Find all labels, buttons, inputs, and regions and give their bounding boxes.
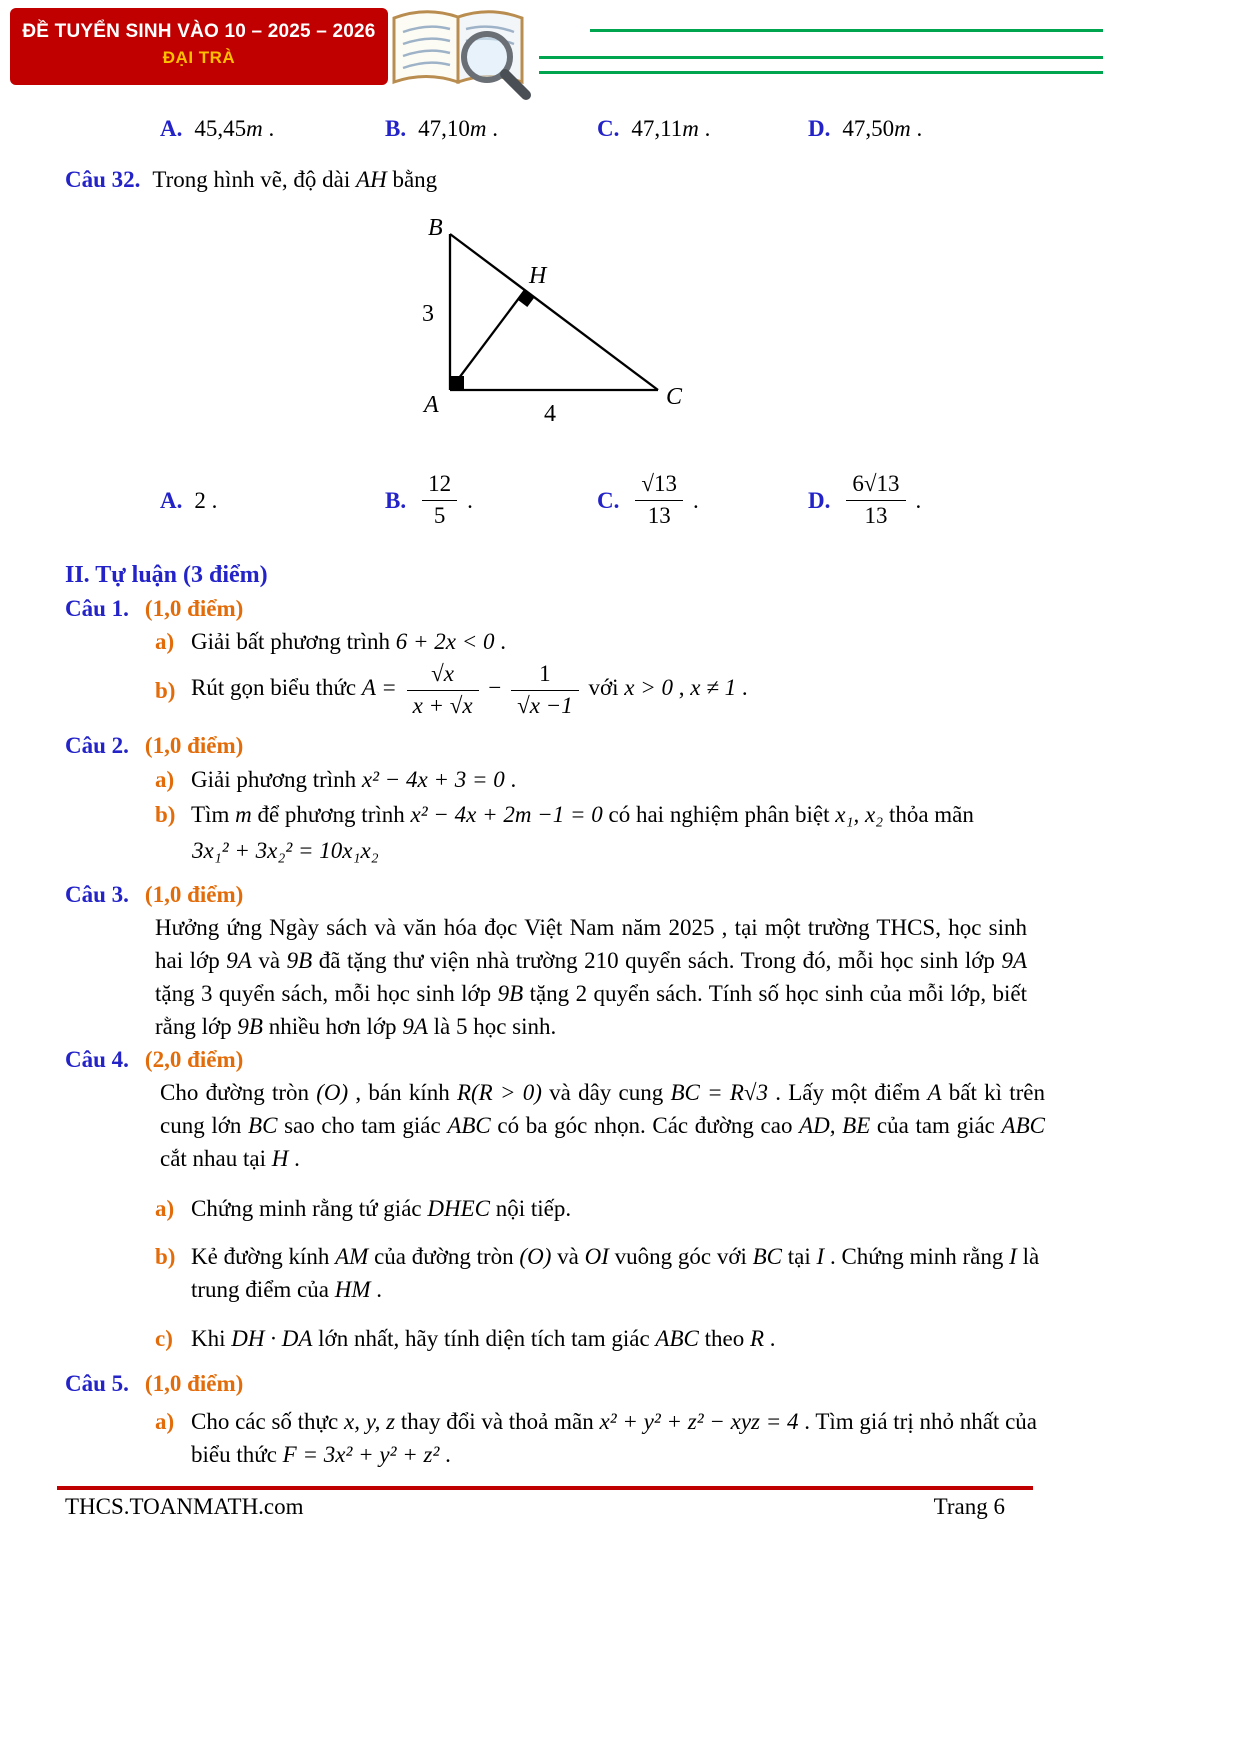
math-run: ABC xyxy=(655,1326,699,1351)
question-number: Câu 32. xyxy=(65,167,141,192)
answer-option-a xyxy=(160,484,385,517)
altitude-ah xyxy=(450,290,525,390)
math-run: x > 0 xyxy=(624,675,674,701)
text-run: bất kì trên cung lớn xyxy=(160,1080,1045,1138)
cau-4a xyxy=(65,1192,1043,1225)
text-run: . xyxy=(504,767,517,792)
math-run: DHEC xyxy=(427,1196,490,1221)
math-run: I xyxy=(1009,1244,1017,1269)
math-run: x, y, z xyxy=(343,1409,396,1434)
text-run: tặng 3 quyển sách, mỗi học sinh lớp xyxy=(155,981,498,1006)
text-run: . Tìm giá trị nhỏ nhất của biểu thức xyxy=(191,1409,1037,1467)
cau-4c xyxy=(65,1322,1043,1355)
math-run: HM xyxy=(334,1277,371,1302)
option-label: B. xyxy=(385,487,407,513)
footer-page-number: Trang 6 xyxy=(933,1494,1005,1519)
text-run: và xyxy=(551,1244,585,1269)
option-value xyxy=(418,112,498,145)
item-a-text xyxy=(191,625,1043,658)
math-run: x² − 4x + 3 = 0 xyxy=(361,767,505,792)
math-run: m xyxy=(235,802,252,827)
option-number: 47,10 xyxy=(418,116,470,141)
cau-1-number: Câu 1. xyxy=(65,596,129,621)
cau-4b xyxy=(65,1240,1043,1306)
cau-2b xyxy=(65,798,1043,831)
item-b-label: b) xyxy=(155,677,176,703)
text-run: Hưởng ứng Ngày sách và văn hóa đọc Việt Nam năm 2025 , tại một trường THCS, học sinh hai lớp xyxy=(155,915,1027,973)
vertex-b-label: B xyxy=(428,215,443,241)
answer-option-d xyxy=(808,112,922,145)
footer xyxy=(65,1494,1005,1520)
unit: m xyxy=(894,116,911,141)
math-run: A = xyxy=(361,675,397,701)
math-run: H xyxy=(271,1146,289,1171)
text-run: Giải bất phương trình xyxy=(191,629,396,654)
fraction-denominator: x + √x xyxy=(412,692,473,718)
math-run: A xyxy=(927,1080,942,1105)
option-label: C. xyxy=(597,487,620,513)
cau-1b xyxy=(65,658,1043,722)
option-period: . xyxy=(915,487,922,513)
side-ac-length: 4 xyxy=(544,401,556,427)
text-run: nhiều hơn lớp xyxy=(262,1014,403,1039)
text-run: với xyxy=(588,675,619,701)
point-h-label: H xyxy=(529,263,547,289)
cau-3-points: (1,0 điểm) xyxy=(144,882,244,907)
fraction-numerator: 6√13 xyxy=(846,471,905,500)
fraction-numerator: 1 xyxy=(511,661,579,690)
fraction xyxy=(635,471,683,529)
right-angle-mark-h xyxy=(518,290,535,307)
math-run: AM xyxy=(335,1244,369,1269)
text-run: thỏa mãn xyxy=(883,802,974,827)
cau-2-points: (1,0 điểm) xyxy=(144,733,244,758)
fraction-denominator: 5 xyxy=(433,502,446,528)
fraction xyxy=(846,471,905,529)
text-run: của đường tròn xyxy=(368,1244,520,1269)
cau-3-number: Câu 3. xyxy=(65,882,129,907)
text-run: tại xyxy=(782,1244,817,1269)
fraction-denominator: 13 xyxy=(647,502,671,528)
item-a-label: a) xyxy=(155,1409,175,1434)
text-run: sao cho tam giác xyxy=(277,1113,448,1138)
answer-option-c xyxy=(597,471,808,529)
cau-3-problem-text xyxy=(155,911,1027,1043)
text-run: của tam giác xyxy=(870,1113,1002,1138)
option-period: . xyxy=(262,116,275,141)
side-ab-length: 3 xyxy=(422,301,434,327)
cau-4-problem-text xyxy=(160,1076,1045,1175)
math-run: I xyxy=(816,1244,825,1269)
exam-content xyxy=(65,0,1043,1471)
text-run: nội tiếp. xyxy=(490,1196,572,1221)
option-label: D. xyxy=(808,116,831,141)
item-b-label: b) xyxy=(155,1244,176,1269)
math-run: R xyxy=(749,1326,765,1351)
item-b-text xyxy=(191,798,1043,831)
fraction-numerator: √x xyxy=(407,661,479,690)
text-run: Giải phương trình xyxy=(191,767,362,792)
question-31-answers xyxy=(65,112,1043,145)
text-run: . xyxy=(439,1442,451,1467)
text-run: Cho các số thực xyxy=(191,1409,344,1434)
item-a-text xyxy=(191,1405,1043,1471)
math-run: ABC xyxy=(447,1113,491,1138)
item-b-label: b) xyxy=(155,802,176,827)
cau-3-header xyxy=(65,878,1043,911)
cau-1-header xyxy=(65,592,1043,625)
math-run: x² + y² + z² − xyz = 4 xyxy=(599,1409,799,1434)
math-run: 9A xyxy=(402,1014,428,1039)
text-run: theo xyxy=(698,1326,750,1351)
text-run: . xyxy=(494,629,507,654)
math-run: BC xyxy=(752,1244,783,1269)
option-value xyxy=(842,112,922,145)
unit: m xyxy=(246,116,263,141)
answer-option-b xyxy=(385,471,597,529)
option-period: . xyxy=(910,116,923,141)
math-run: F = 3x² + y² + z² xyxy=(282,1442,440,1467)
banner-title: ĐỀ TUYỂN SINH VÀO 10 – 2025 – 2026 xyxy=(22,21,376,42)
minus-operator: − xyxy=(488,675,502,701)
cau-4-points: (2,0 điểm) xyxy=(144,1047,244,1072)
math-run: 6 + 2x < 0 xyxy=(395,629,495,654)
math-run: ABC xyxy=(1001,1113,1045,1138)
text-run: Kẻ đường kính xyxy=(191,1244,336,1269)
cau-5a xyxy=(65,1405,1043,1471)
footer-site: THCS.TOANMATH.com xyxy=(65,1494,304,1519)
text-run: Rút gọn biểu thức xyxy=(191,675,357,701)
fraction-numerator: 12 xyxy=(422,471,457,500)
math-run: x² − 4x + 2m −1 = 0 xyxy=(410,802,603,827)
text-run: là 5 học sinh. xyxy=(427,1014,557,1039)
triangle-edges xyxy=(450,234,658,390)
right-angle-mark-a xyxy=(450,376,464,390)
text-run: . Lấy một điểm xyxy=(768,1080,928,1105)
option-label: D. xyxy=(808,487,831,513)
fraction-numerator: √13 xyxy=(635,471,683,500)
text-run: tặng 2 quyển sách. Tính số học sinh của mỗi lớp, biết rằng lớp xyxy=(155,981,1028,1039)
math-run: 9B xyxy=(286,948,313,973)
option-period: . xyxy=(693,487,699,513)
cau-4-number: Câu 4. xyxy=(65,1047,129,1072)
cau-5-header xyxy=(65,1367,1043,1400)
text-run: Tìm xyxy=(191,802,236,827)
text-run: . xyxy=(370,1277,382,1302)
item-b-text xyxy=(191,1240,1043,1306)
text-run: đã tặng thư viện nhà trường 210 quyển sách. Trong đó, mỗi học sinh lớp xyxy=(312,948,1002,973)
math-run: x₁, x₂ xyxy=(835,802,884,827)
cau-1a xyxy=(65,625,1043,658)
option-number: 47,50 xyxy=(842,116,895,141)
math-run: BC xyxy=(248,1113,278,1138)
text-run: và dây cung xyxy=(541,1080,671,1105)
fraction-denominator: √x −1 xyxy=(517,692,573,718)
text-run: có hai nghiệm phân biệt xyxy=(602,802,836,827)
text-run: lớn nhất, hãy tính diện tích tam giác xyxy=(312,1326,656,1351)
option-label: B. xyxy=(385,116,407,141)
unit: m xyxy=(682,116,699,141)
text-run: bằng xyxy=(386,167,438,192)
section-2-title: II. Tự luận (3 điểm) xyxy=(65,562,268,588)
fraction xyxy=(407,661,479,719)
cau-1-points: (1,0 điểm) xyxy=(144,596,244,621)
cau-5-points: (1,0 điểm) xyxy=(144,1371,244,1396)
answer-option-d xyxy=(808,471,921,529)
item-a-text xyxy=(191,1192,1043,1225)
banner-subtitle: ĐẠI TRÀ xyxy=(162,48,236,67)
math-run: OI xyxy=(584,1244,609,1269)
item-c-text xyxy=(191,1322,1043,1355)
math-run: DH · DA xyxy=(231,1326,313,1351)
text-run: và xyxy=(251,948,287,973)
math-run: x ≠ 1 xyxy=(690,675,737,701)
math-run: R(R > 0) xyxy=(456,1080,542,1105)
option-value xyxy=(194,112,274,145)
option-period: . xyxy=(698,116,711,141)
text-run: . Chứng minh rằng xyxy=(824,1244,1010,1269)
option-label: A. xyxy=(160,116,183,141)
text-run: , xyxy=(678,675,685,701)
question-32-answers xyxy=(65,471,1043,529)
cau-2-number: Câu 2. xyxy=(65,733,129,758)
fraction-denominator: 13 xyxy=(864,502,888,528)
text-run: Chứng minh rằng tứ giác xyxy=(191,1196,428,1221)
vertex-c-label: C xyxy=(666,384,683,410)
item-a-text xyxy=(191,763,1043,796)
option-number: 47,11 xyxy=(631,116,683,141)
item-c-label: c) xyxy=(155,1326,173,1351)
text-run: vuông góc với xyxy=(608,1244,753,1269)
text-run: Cho đường tròn xyxy=(160,1080,317,1105)
option-period: . xyxy=(486,116,498,141)
vertex-a-label: A xyxy=(424,392,439,418)
math-run: (O) xyxy=(316,1080,349,1105)
footer-rule xyxy=(57,1486,1033,1490)
side-bc xyxy=(450,234,658,390)
math-run: (O) xyxy=(519,1244,552,1269)
text-run: , bán kính xyxy=(348,1080,457,1105)
math-run: 9B xyxy=(497,981,524,1006)
question-32 xyxy=(65,163,1043,196)
fraction xyxy=(511,661,579,719)
item-a-label: a) xyxy=(155,1196,175,1221)
cau-2b-equation: 3x₁² + 3x₂² = 10x₁x₂ xyxy=(192,838,379,863)
triangle-figure xyxy=(360,205,700,435)
math-run: 9A xyxy=(1001,948,1028,973)
text-run: là trung điểm của xyxy=(191,1244,1040,1302)
option-period: . xyxy=(467,487,473,513)
text-run: có ba góc nhọn. Các đường cao xyxy=(490,1113,800,1138)
fraction xyxy=(422,471,457,529)
cau-4-header xyxy=(65,1043,1043,1076)
text-run: . xyxy=(741,675,748,701)
cau-2a xyxy=(65,763,1043,796)
question-text xyxy=(152,167,437,192)
cau-2-header xyxy=(65,729,1043,762)
text-run: thay đổi và thoả mãn xyxy=(395,1409,600,1434)
answer-option-c xyxy=(597,112,808,145)
text-run: . xyxy=(764,1326,776,1351)
text-run: cắt nhau tại xyxy=(160,1146,272,1171)
text-run: . xyxy=(288,1146,300,1171)
math-run: 9A xyxy=(226,948,252,973)
item-a-label: a) xyxy=(155,629,175,654)
text-run: Khi xyxy=(191,1326,232,1351)
math-run: AH xyxy=(356,167,387,192)
math-run: AD, BE xyxy=(799,1113,871,1138)
text-run: Trong hình vẽ, độ dài xyxy=(152,167,357,192)
math-run: BC = R√3 xyxy=(670,1080,769,1105)
math-run: 9B xyxy=(237,1014,263,1039)
option-value: 2 . xyxy=(194,487,218,513)
option-label: A. xyxy=(160,487,183,513)
item-b-text xyxy=(191,661,1043,719)
item-a-label: a) xyxy=(155,767,175,792)
option-label: C. xyxy=(597,116,620,141)
answer-option-a xyxy=(160,112,385,145)
answer-option-b xyxy=(385,112,597,145)
cau-5-number: Câu 5. xyxy=(65,1371,129,1396)
unit: m xyxy=(469,116,487,141)
option-number: 45,45 xyxy=(194,116,247,141)
option-value xyxy=(631,112,710,145)
text-run: để phương trình xyxy=(251,802,411,827)
